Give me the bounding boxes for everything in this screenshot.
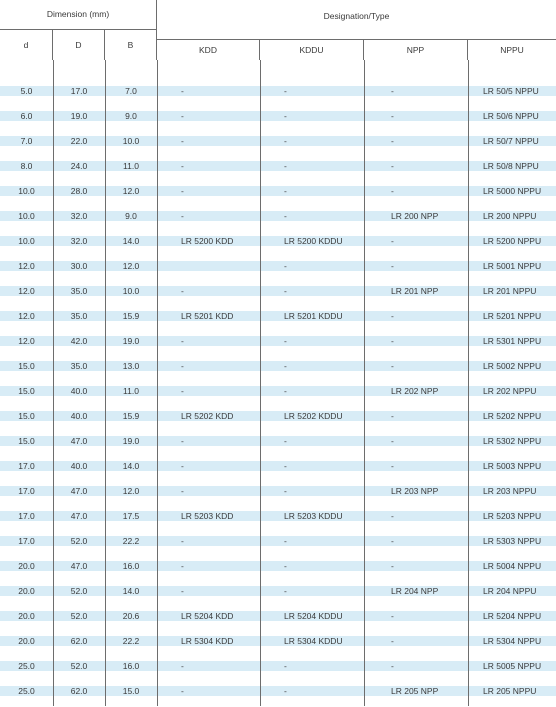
- col-header-d: d: [0, 30, 53, 60]
- cell-kdd: [181, 261, 260, 271]
- table-row: [0, 232, 556, 257]
- cell-d: 17.0: [70, 86, 88, 96]
- cell-npp: -: [391, 86, 394, 96]
- table-row: [0, 107, 556, 132]
- cell-d: 42.0: [70, 336, 88, 346]
- cell-b: 19.0: [122, 336, 140, 346]
- cell-kddu: -: [284, 161, 287, 171]
- cell-d: 52.0: [70, 611, 88, 621]
- table-row: [0, 207, 556, 232]
- cell-npp: -: [391, 561, 394, 571]
- cell-nppu: LR 203 NPPU: [483, 486, 537, 496]
- table-row: [0, 557, 556, 582]
- cell-npp: LR 201 NPP: [391, 286, 439, 296]
- cell-d: 15.0: [18, 436, 35, 446]
- table-row: [0, 182, 556, 207]
- table-row: [0, 382, 556, 407]
- cell-nppu: LR 5200 NPPU: [483, 236, 542, 246]
- cell-d: 17.0: [18, 511, 35, 521]
- cell-kddu: -: [284, 361, 287, 371]
- cell-d: 10.0: [18, 211, 35, 221]
- cell-kddu: -: [284, 336, 287, 346]
- cell-d: 15.0: [18, 411, 35, 421]
- cell-nppu: LR 5001 NPPU: [483, 261, 542, 271]
- cell-d: 17.0: [18, 536, 35, 546]
- cell-nppu: LR 5000 NPPU: [483, 186, 542, 196]
- cell-kdd: -: [181, 211, 184, 221]
- cell-nppu: LR 5301 NPPU: [483, 336, 542, 346]
- cell-b: 10.0: [122, 136, 140, 146]
- cell-npp: -: [391, 511, 394, 521]
- cell-kdd: -: [181, 386, 184, 396]
- designation-group-header: Designation/Type: [157, 0, 556, 40]
- cell-kddu: LR 5201 KDDU: [284, 311, 343, 321]
- cell-kdd: LR 5200 KDD: [181, 236, 234, 246]
- cell-b: 14.0: [122, 236, 140, 246]
- column-rule: [105, 60, 106, 706]
- cell-npp: -: [391, 336, 394, 346]
- cell-kddu: -: [284, 486, 287, 496]
- table-row: [0, 257, 556, 282]
- table-row: [0, 657, 556, 682]
- cell-d: 7.0: [20, 136, 33, 146]
- cell-kddu: -: [284, 536, 287, 546]
- dimension-group-header: Dimension (mm): [0, 0, 157, 30]
- col-header-kddu: KDDU: [260, 40, 364, 60]
- cell-nppu: LR 50/8 NPPU: [483, 161, 539, 171]
- cell-d: 35.0: [70, 286, 88, 296]
- cell-d: 20.0: [18, 611, 35, 621]
- cell-kdd: -: [181, 286, 184, 296]
- cell-kdd: LR 5202 KDD: [181, 411, 234, 421]
- cell-npp: -: [391, 161, 394, 171]
- cell-npp: LR 200 NPP: [391, 211, 439, 221]
- cell-d: 10.0: [18, 186, 35, 196]
- cell-kdd: -: [181, 86, 184, 96]
- cell-kdd: -: [181, 186, 184, 196]
- cell-d: 17.0: [18, 461, 35, 471]
- table-row: [0, 132, 556, 157]
- cell-b: 19.0: [122, 436, 140, 446]
- cell-b: 12.0: [122, 486, 140, 496]
- table-row: [0, 357, 556, 382]
- cell-kddu: LR 5203 KDDU: [284, 511, 343, 521]
- cell-b: 9.0: [125, 211, 137, 221]
- cell-d: 15.0: [18, 386, 35, 396]
- cell-npp: -: [391, 111, 394, 121]
- cell-kdd: -: [181, 661, 184, 671]
- cell-npp: -: [391, 136, 394, 146]
- cell-d: 15.0: [18, 361, 35, 371]
- cell-npp: -: [391, 411, 394, 421]
- cell-npp: -: [391, 361, 394, 371]
- cell-kdd: -: [181, 336, 184, 346]
- cell-b: 22.2: [122, 636, 140, 646]
- cell-kddu: -: [284, 211, 287, 221]
- cell-npp: LR 205 NPP: [391, 686, 439, 696]
- cell-d: 32.0: [70, 236, 88, 246]
- cell-kdd: LR 5304 KDD: [181, 636, 234, 646]
- cell-kddu: -: [284, 261, 287, 271]
- cell-kddu: LR 5202 KDDU: [284, 411, 343, 421]
- cell-kddu: LR 5304 KDDU: [284, 636, 343, 646]
- cell-kdd: LR 5201 KDD: [181, 311, 234, 321]
- cell-d: 62.0: [70, 686, 88, 696]
- cell-d: 20.0: [18, 561, 35, 571]
- cell-d: 35.0: [70, 311, 88, 321]
- cell-d: 24.0: [70, 161, 88, 171]
- cell-kdd: -: [181, 436, 184, 446]
- cell-d: 19.0: [70, 111, 88, 121]
- cell-d: 12.0: [18, 261, 35, 271]
- cell-kdd: -: [181, 136, 184, 146]
- cell-d: 25.0: [18, 661, 35, 671]
- cell-b: 15.0: [122, 686, 140, 696]
- cell-d: 6.0: [20, 111, 33, 121]
- cell-d: 40.0: [70, 411, 88, 421]
- cell-kdd: -: [181, 536, 184, 546]
- cell-nppu: LR 200 NPPU: [483, 211, 537, 221]
- cell-kdd: -: [181, 561, 184, 571]
- cell-b: 14.0: [122, 586, 140, 596]
- table-row: [0, 157, 556, 182]
- cell-d: 40.0: [70, 461, 88, 471]
- cell-b: 17.5: [122, 511, 140, 521]
- cell-nppu: LR 5004 NPPU: [483, 561, 542, 571]
- cell-kddu: -: [284, 186, 287, 196]
- cell-kddu: -: [284, 386, 287, 396]
- table-row: [0, 307, 556, 332]
- cell-d: 8.0: [20, 161, 33, 171]
- cell-b: 7.0: [125, 86, 137, 96]
- cell-nppu: LR 5303 NPPU: [483, 536, 542, 546]
- cell-kdd: -: [181, 486, 184, 496]
- table-row: [0, 82, 556, 107]
- table-row: [0, 482, 556, 507]
- cell-d: 52.0: [70, 661, 88, 671]
- cell-nppu: LR 205 NPPU: [483, 686, 537, 696]
- cell-kdd: LR 5203 KDD: [181, 511, 234, 521]
- table-row: [0, 532, 556, 557]
- cell-npp: -: [391, 661, 394, 671]
- cell-d: 10.0: [18, 236, 35, 246]
- cell-d: 25.0: [18, 686, 35, 696]
- cell-nppu: LR 5204 NPPU: [483, 611, 542, 621]
- cell-nppu: LR 5202 NPPU: [483, 411, 542, 421]
- cell-kddu: -: [284, 586, 287, 596]
- cell-d: 20.0: [18, 636, 35, 646]
- col-header-D: D: [53, 30, 105, 60]
- cell-d: 5.0: [20, 86, 33, 96]
- cell-kddu: LR 5204 KDDU: [284, 611, 343, 621]
- col-header-nppu: NPPU: [500, 44, 524, 55]
- cell-npp: -: [391, 461, 394, 471]
- table-row: [0, 457, 556, 482]
- cell-b: 15.9: [122, 411, 140, 421]
- cell-npp: LR 203 NPP: [391, 486, 439, 496]
- cell-d: 28.0: [70, 186, 88, 196]
- table-row: [0, 407, 556, 432]
- column-rule: [53, 60, 54, 706]
- cell-d: 47.0: [70, 511, 88, 521]
- cell-kddu: -: [284, 136, 287, 146]
- cell-nppu: LR 5203 NPPU: [483, 511, 542, 521]
- cell-d: 47.0: [70, 436, 88, 446]
- cell-kdd: -: [181, 586, 184, 596]
- table-row: [0, 682, 556, 707]
- cell-kdd: -: [181, 461, 184, 471]
- cell-nppu: LR 201 NPPU: [483, 286, 537, 296]
- cell-nppu: LR 204 NPPU: [483, 586, 537, 596]
- cell-b: 9.0: [125, 111, 137, 121]
- cell-kddu: -: [284, 111, 287, 121]
- column-rule: [468, 60, 469, 706]
- cell-d: 47.0: [70, 561, 88, 571]
- cell-kddu: -: [284, 461, 287, 471]
- cell-d: 22.0: [70, 136, 88, 146]
- cell-kddu: LR 5200 KDDU: [284, 236, 343, 246]
- cell-d: 52.0: [70, 536, 88, 546]
- cell-kdd: LR 5204 KDD: [181, 611, 234, 621]
- cell-d: 32.0: [70, 211, 88, 221]
- cell-npp: -: [391, 611, 394, 621]
- col-header-kdd: KDD: [157, 40, 260, 60]
- cell-nppu: LR 50/6 NPPU: [483, 111, 539, 121]
- table-row: [0, 282, 556, 307]
- cell-b: 10.0: [122, 286, 140, 296]
- cell-kdd: -: [181, 161, 184, 171]
- cell-d: 12.0: [18, 286, 35, 296]
- cell-nppu: LR 5302 NPPU: [483, 436, 542, 446]
- cell-kdd: -: [181, 686, 184, 696]
- table-row: [0, 332, 556, 357]
- cell-kddu: -: [284, 86, 287, 96]
- cell-npp: -: [391, 311, 394, 321]
- column-rule: [364, 60, 365, 706]
- table-row: [0, 632, 556, 657]
- cell-nppu: LR 5304 NPPU: [483, 636, 542, 646]
- cell-d: 62.0: [70, 636, 88, 646]
- cell-kdd: -: [181, 361, 184, 371]
- table-row: [0, 432, 556, 457]
- col-header-npp: NPP: [364, 40, 468, 60]
- column-rule: [260, 60, 261, 706]
- table-body: [0, 60, 556, 706]
- type-header-row: [0, 40, 556, 60]
- cell-b: 14.0: [122, 461, 140, 471]
- cell-kddu: -: [284, 286, 287, 296]
- table-row: [0, 507, 556, 532]
- cell-d: 52.0: [70, 586, 88, 596]
- cell-d: 35.0: [70, 361, 88, 371]
- cell-nppu: LR 50/5 NPPU: [483, 86, 539, 96]
- cell-npp: -: [391, 186, 394, 196]
- column-rule: [157, 60, 158, 706]
- cell-b: 12.0: [122, 186, 140, 196]
- cell-nppu: LR 5002 NPPU: [483, 361, 542, 371]
- cell-d: 17.0: [18, 486, 35, 496]
- cell-kddu: -: [284, 436, 287, 446]
- cell-nppu: LR 202 NPPU: [483, 386, 537, 396]
- cell-kddu: -: [284, 561, 287, 571]
- cell-b: 16.0: [122, 661, 140, 671]
- cell-b: 11.0: [123, 161, 139, 171]
- table-row: [0, 582, 556, 607]
- cell-b: 16.0: [122, 561, 140, 571]
- cell-b: 15.9: [122, 311, 140, 321]
- col-header-B: B: [105, 30, 157, 60]
- cell-d: 30.0: [70, 261, 88, 271]
- cell-b: 20.6: [122, 611, 140, 621]
- cell-nppu: LR 50/7 NPPU: [483, 136, 539, 146]
- cell-npp: LR 204 NPP: [391, 586, 439, 596]
- cell-d: 47.0: [70, 486, 88, 496]
- cell-b: 13.0: [122, 361, 140, 371]
- cell-npp: -: [391, 536, 394, 546]
- cell-npp: -: [391, 436, 394, 446]
- cell-kddu: -: [284, 686, 287, 696]
- cell-d: 12.0: [18, 311, 35, 321]
- cell-npp: -: [391, 261, 394, 271]
- cell-nppu: LR 5003 NPPU: [483, 461, 542, 471]
- cell-npp: -: [391, 636, 394, 646]
- cell-b: 11.0: [123, 386, 139, 396]
- cell-b: 12.0: [122, 261, 140, 271]
- cell-b: 22.2: [122, 536, 140, 546]
- cell-nppu: LR 5201 NPPU: [483, 311, 542, 321]
- cell-kdd: -: [181, 111, 184, 121]
- cell-d: 12.0: [18, 336, 35, 346]
- cell-npp: -: [391, 236, 394, 246]
- cell-d: 40.0: [70, 386, 88, 396]
- cell-d: 20.0: [18, 586, 35, 596]
- cell-npp: LR 202 NPP: [391, 386, 439, 396]
- cell-nppu: LR 5005 NPPU: [483, 661, 542, 671]
- table-row: [0, 607, 556, 632]
- cell-kddu: -: [284, 661, 287, 671]
